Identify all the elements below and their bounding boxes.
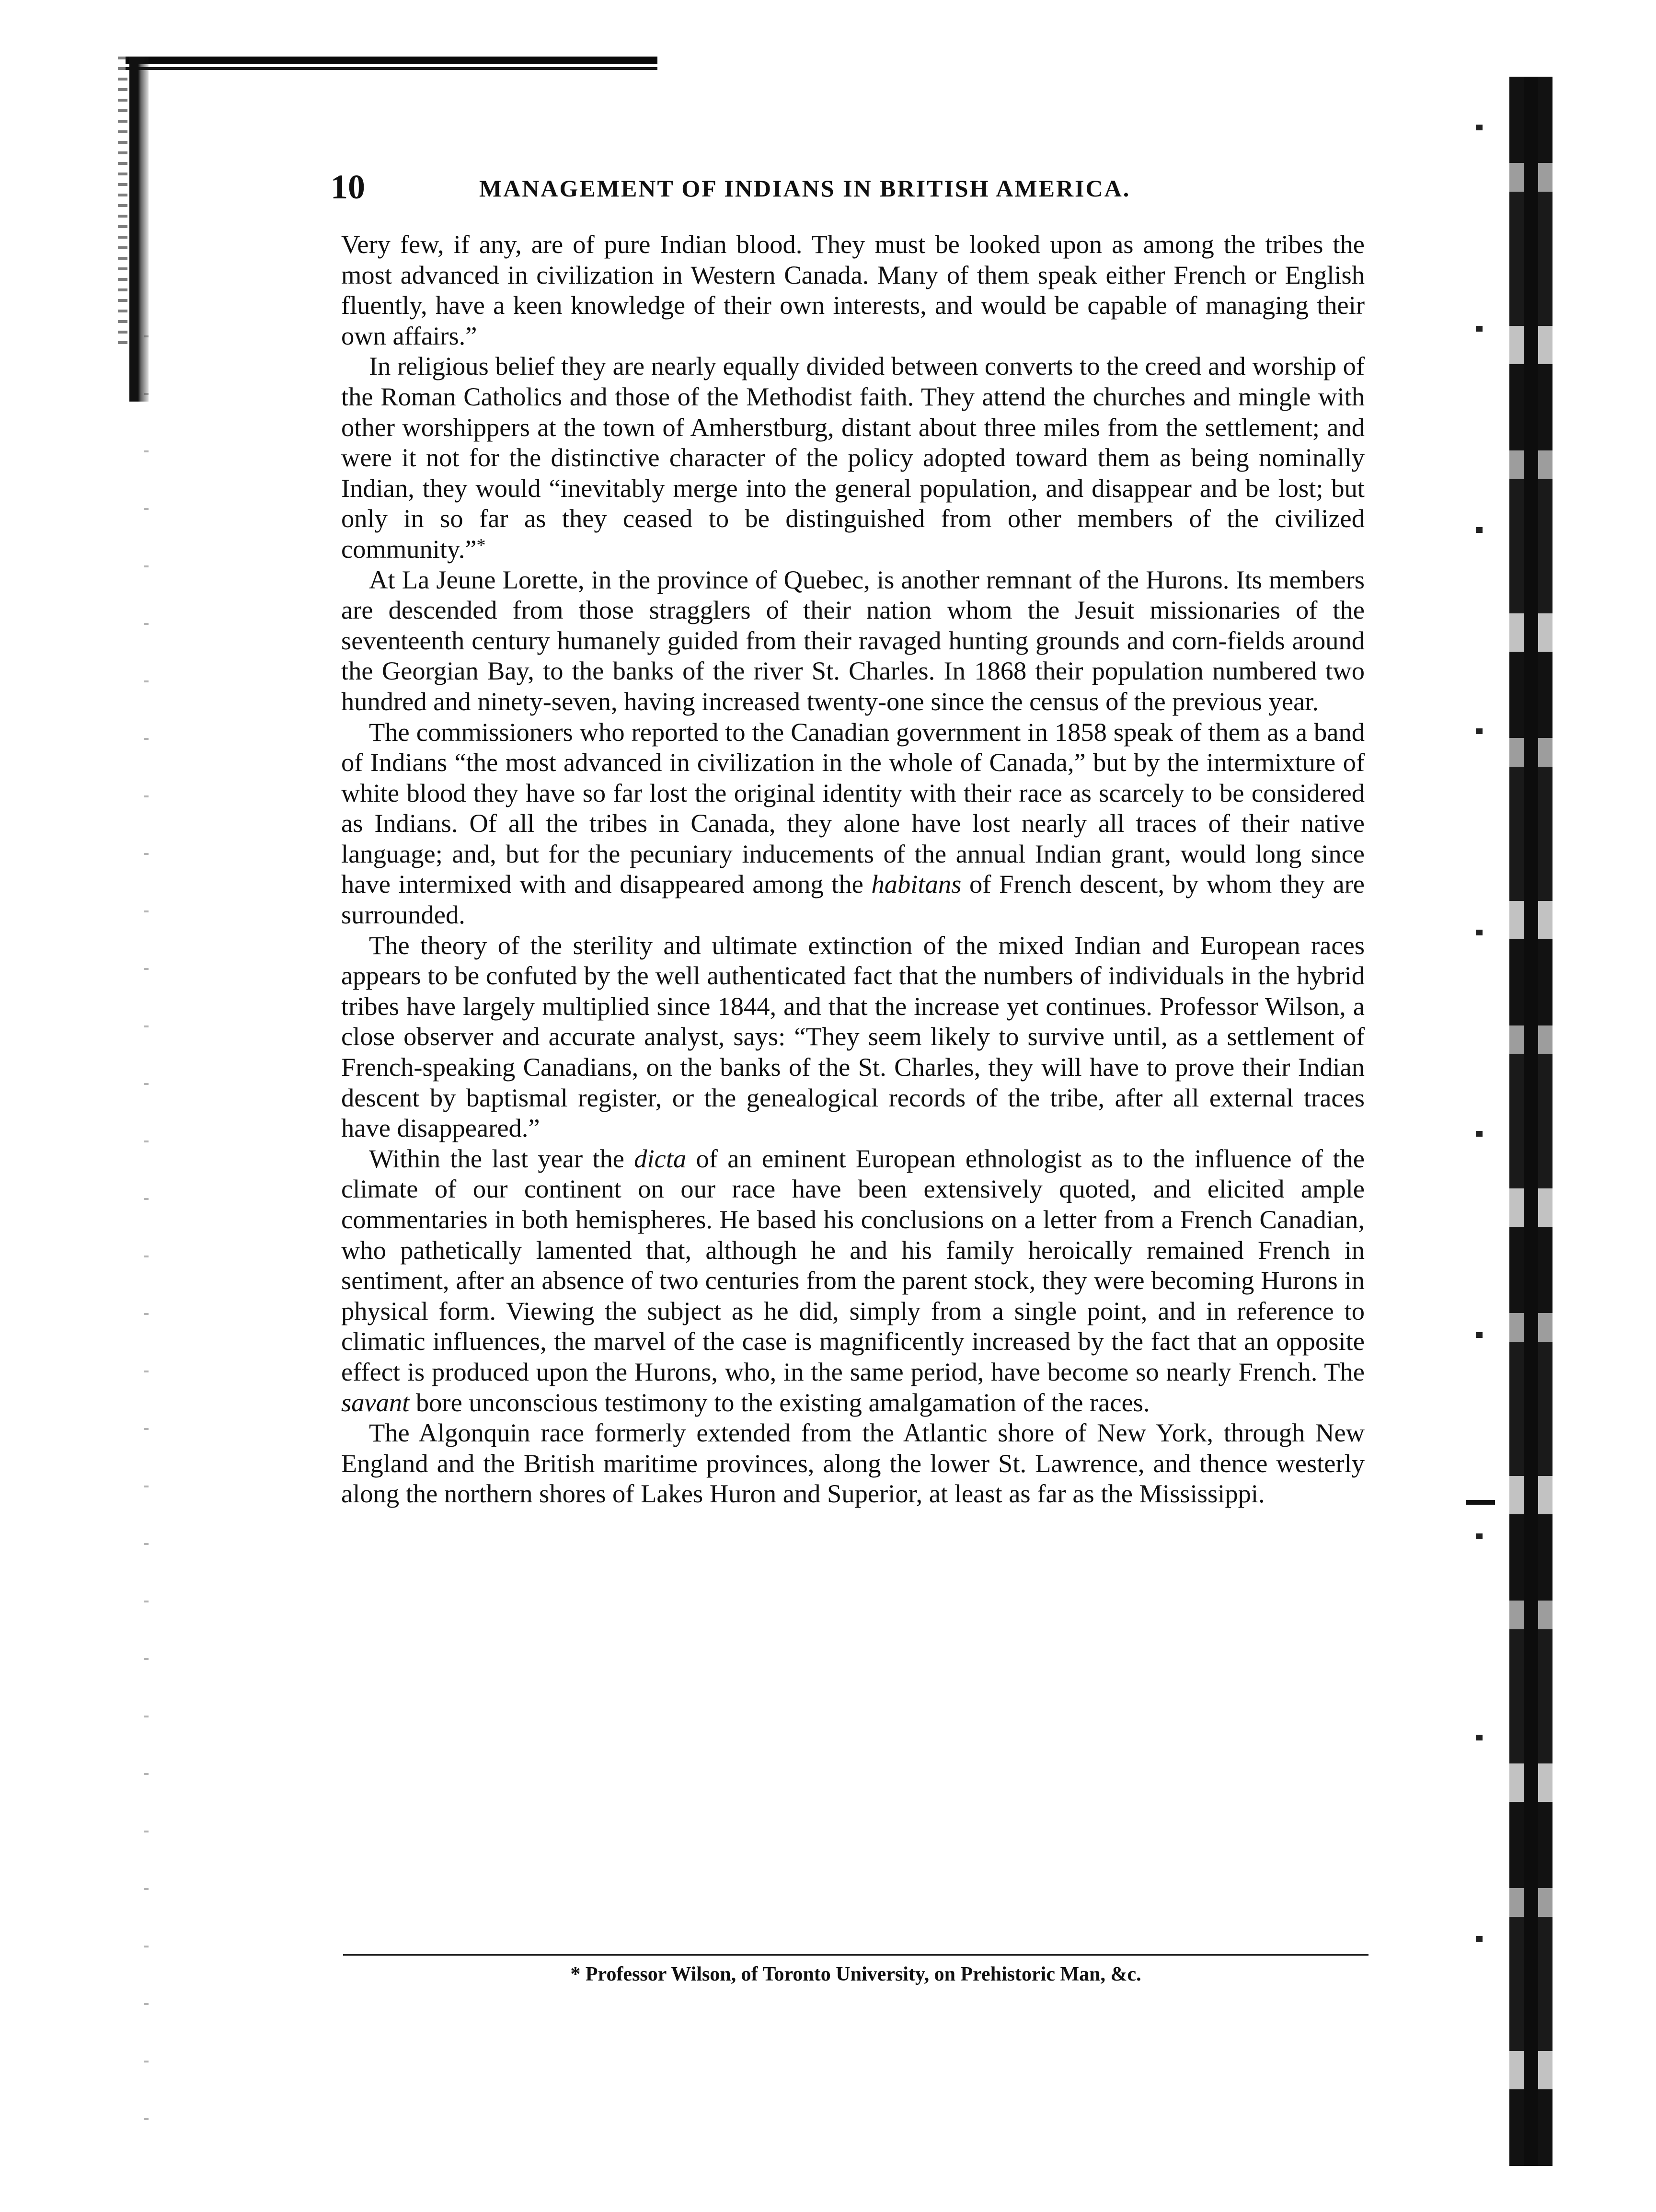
body-text bbox=[341, 229, 1365, 1509]
paragraph-1-text: Very few, if any, are of pure Indian blood. They must be looked upon as among the tribes the most advanced in civilization in Western Canada. Many of them speak either French or English fluently, have a keen knowledge of their own interests, and would be capable of managing their own affairs.” bbox=[341, 230, 1365, 350]
paragraph-4 bbox=[341, 717, 1365, 930]
paragraph-2 bbox=[341, 351, 1365, 564]
scan-edge-left-marks bbox=[144, 335, 149, 2156]
footnote-rule bbox=[343, 1954, 1368, 1956]
paragraph-6-italic-dicta: dicta bbox=[634, 1143, 687, 1173]
scan-edge-right-binding bbox=[1524, 77, 1538, 2166]
paragraph-6-italic-savant: savant bbox=[341, 1387, 410, 1417]
paragraph-7-text: The Algonquin race formerly extended from the Atlantic shore of New York, through New England and the British maritime provinces, along the lower St. Lawrence, and thence westerly along the northern shores of Lakes Huron and Superior, at least as far as the Mississippi. bbox=[341, 1418, 1365, 1509]
scan-edge-left-specks bbox=[118, 57, 127, 344]
paragraph-6-text-before: Within the last year the bbox=[369, 1143, 634, 1173]
scan-edge-right-tick bbox=[1466, 1500, 1495, 1505]
paragraph-6 bbox=[341, 1143, 1365, 1417]
paragraph-6-text-middle: of an eminent European ethnologist as to the influence of the climate of our continent on our race have been extensively quoted, and elicited ample commentaries in both hemispheres. He based his conclusions on a letter from a French Canadian, who pathetically lamented that, although he and his family heroically remained French in sentiment, after an absence of two centuries from the parent stock, they were becoming Hurons in physical form. Viewing the subject as he did, simply from a single point, and in reference to climatic influences, the marvel of the case is magnificently increased by the fact that an opposite effect is produced upon the Hurons, who, in the same period, have become so nearly French. The bbox=[341, 1143, 1365, 1386]
paragraph-4-text-before: The commissioners who reported to the Canadian government in 1858 speak of them as a band of Indians “the most advanced in civilization in the whole of Canada,” but by the intermixture of white blood they have so far lost the original identity with their race as scarcely to be considered as Indians. Of all the tribes in Canada, they alone have lost nearly all traces of their native language; and, but for the pecuniary inducements of the annual Indian grant, would long since have intermixed with and disappeared among the bbox=[341, 717, 1365, 899]
scan-edge-top-rule bbox=[126, 67, 657, 70]
paragraph-2-text: In religious belief they are nearly equally divided between converts to the creed and worship of the Roman Catholics and those of the Methodist faith. They attend the churches and mingle with other worshippers at the town of Amherstburg, distant about three miles from the settlement; and were it not for the distinctive character of the policy adopted toward them as being nominally Indian, they would “inevitably merge into the general population, and disappear and be lost; but only in so far as they ceased to be distinguished from other members of the civilized community.” bbox=[341, 351, 1365, 564]
paragraph-1 bbox=[341, 229, 1365, 351]
footnote-text: Professor Wilson, of Toronto University, on Prehistoric Man, &c. bbox=[585, 1963, 1141, 1985]
paragraph-5 bbox=[341, 930, 1365, 1143]
paragraph-4-text-after: of French descent, by whom they are surrounded. bbox=[341, 869, 1365, 930]
running-title: MANAGEMENT OF INDIANS IN BRITISH AMERICA. bbox=[479, 175, 1131, 202]
page-number: 10 bbox=[331, 168, 365, 206]
scan-edge-top-bar bbox=[126, 57, 657, 64]
footnote-mark: * bbox=[570, 1963, 581, 1985]
footnote bbox=[343, 1960, 1368, 1989]
paragraph-3 bbox=[341, 565, 1365, 717]
running-head bbox=[331, 165, 1375, 208]
paragraph-7 bbox=[341, 1417, 1365, 1509]
paragraph-6-text-after: bore unconscious testimony to the existing amalgamation of the races. bbox=[409, 1387, 1150, 1417]
paragraph-4-italic-habitans: habitans bbox=[871, 869, 962, 899]
scan-edge-right-dots bbox=[1476, 125, 1483, 2137]
paragraph-3-text: At La Jeune Lorette, in the province of Quebec, is another remnant of the Hurons. Its members are descended from those stragglers of their nation whom the Jesuit missionaries of the seventeenth century humanely guided from their ravaged hunting grounds and corn-fields around the Georgian Bay, to the banks of the river St. Charles. In 1868 their population numbered two hundred and ninety-seven, having increased twenty-one since the census of the previous year. bbox=[341, 565, 1365, 716]
paragraph-5-text: The theory of the sterility and ultimate extinction of the mixed Indian and European races appears to be confuted by the well authenticated fact that the numbers of individuals in the hybrid tribes have largely multiplied since 1844, and that the increase yet continues. Professor Wilson, a close observer and accurate analyst, says: “They seem likely to survive until, as a settlement of French-speaking Canadians, on the banks of the St. Charles, they will have to prove their Indian descent by baptismal register, or the genealogical records of the tribe, after all external traces have disappeared.” bbox=[341, 930, 1365, 1143]
footnote-reference-mark: * bbox=[476, 535, 486, 555]
